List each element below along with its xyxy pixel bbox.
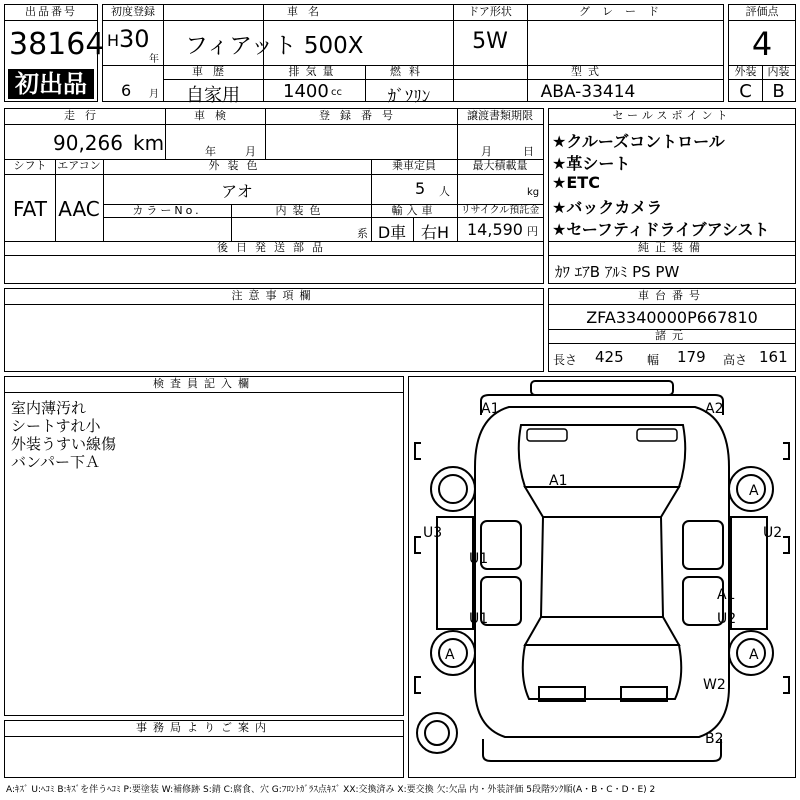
displacement-value: 1400 [283,81,329,102]
int-grade-label: 内装 [767,65,790,78]
displacement-label: 排気量 [288,65,340,78]
damage-mark: B2 [705,731,724,747]
inspection-year-unit: 年 [205,145,216,158]
import-side: 右H [420,223,450,242]
sales-point-item: ★バックカメラ [552,198,663,217]
spec-grid [4,108,544,284]
intcolor-suffix: 系 [357,227,368,240]
first-reg-month: 6 [121,81,132,100]
chassis-number: ZFA3340000P667810 [586,308,758,327]
import-label: 輸入車 [391,204,437,217]
intcolor-label: 内装色 [275,204,327,217]
score-value: 4 [751,25,773,63]
inspector-line: 外装うすい線傷 [11,435,117,453]
grade-label: グレード [579,5,671,18]
equipment-value: ｶﾜ ｴｱB ｱﾙﾐ PS PW [555,263,680,281]
mileage-unit: km [133,131,165,155]
damage-mark: A1 [481,401,500,417]
damage-mark: W2 [703,677,726,693]
legend: A:ｷｽﾞ U:ﾍｺﾐ B:ｷｽﾞを伴うﾍｺﾐ P:要塗装 W:補修跡 S:錆 C:腐食、穴 G:ﾌﾛﾝﾄｶﾞﾗｽ点ｷｽﾞ XX:交換済み X:要交換 欠:欠品 内・外装評価 5段階ﾗﾝｸ順(A・B・C・D・E) 2 [6,785,656,795]
score-label: 評価点 [745,5,779,18]
chassis-label: 車台番号 [638,289,706,302]
import-drive: D車 [377,223,407,242]
inspector-label: 検査員記入欄 [153,377,255,390]
inspector-line: 室内薄汚れ [11,399,87,417]
mileage-label: 走行 [64,109,106,122]
inspector-line: シートすれ小 [11,417,101,435]
shift-value: FAT [12,197,47,221]
int-grade-value: B [772,81,785,102]
length-value: 425 [595,348,624,366]
transfer-day-unit: 日 [523,145,534,158]
model-label: 型式 [571,65,605,78]
sales-points-label: セールスポイント [612,109,732,122]
ext-grade-label: 外装 [734,65,757,78]
history-label: 車歴 [192,65,234,78]
damage-mark: U1 [469,611,489,627]
chassis-box [548,288,796,372]
transfer-label: 譲渡書類期限 [467,109,533,122]
length-label: 長さ [553,353,578,367]
later-parts-label: 後日発送部品 [217,241,331,254]
mileage-value: 90,266 [53,131,123,155]
width-label: 幅 [647,353,660,367]
transfer-month-unit: 月 [481,145,492,158]
office-label: 事務局よりご案内 [136,721,272,734]
shift-label: シフト [13,159,47,172]
color-value: アオ [221,182,253,201]
lot-number: 38164 [9,27,105,62]
capacity-value: 5 [415,179,426,198]
first-reg-year: 30 [119,25,150,53]
door-value: 5W [472,29,508,54]
model-value: ABA-33414 [540,82,636,102]
damage-mark: A [749,483,759,499]
load-unit: kg [527,187,540,198]
color-label: 外装色 [208,159,266,172]
damage-mark: A2 [705,401,724,417]
sales-point-item: ★革シート [552,154,631,173]
regno-label: 登録番号 [319,109,403,122]
first-reg-label: 初度登録 [111,5,155,18]
recycle-value: 14,590 [467,220,523,239]
load-label: 最大積載量 [472,159,528,172]
history-value: 自家用 [186,85,240,106]
height-label: 高さ [723,353,748,367]
ac-label: エアコン [57,159,101,172]
sales-point-item: ★セーフティドライブアシスト [552,220,770,239]
header-grid [102,4,724,107]
inspector-box [4,376,404,716]
sales-points [548,108,796,284]
dims-label: 諸元 [655,329,689,342]
width-value: 179 [677,348,706,366]
colorno-label: カラーNo. [132,204,202,217]
height-value: 161 [759,348,788,366]
car-name: フィアット 500X [185,33,364,59]
score-box [728,4,796,102]
car-outline [409,377,795,777]
ac-value: AAC [58,197,100,221]
sales-point-item: ★ETC [552,173,600,192]
era: H [107,31,120,50]
recycle-label: リサイクル預託金 [460,205,540,216]
damage-mark: U1 [469,551,489,567]
lot-label: 出品番号 [25,5,77,18]
notes-box [4,288,544,372]
damage-mark: U3 [423,525,443,541]
damage-mark: A1 [549,473,568,489]
month-unit: 月 [149,89,159,100]
fuel-value: ｶﾞｿﾘﾝ [387,87,431,107]
notes-label: 注意事項欄 [231,289,317,302]
first-listing-badge: 初出品 [8,69,94,99]
equipment-label: 純正装備 [638,241,706,254]
damage-mark: A [445,647,455,663]
displacement-unit: cc [331,87,342,98]
car-name-label: 車名 [287,5,329,18]
damage-diagram [408,376,796,778]
inspection-month-unit: 月 [245,145,256,158]
capacity-label: 乗車定員 [392,159,436,172]
year-unit: 年 [149,54,159,65]
lot-box [4,4,105,102]
damage-mark: U2 [717,611,737,627]
sales-point-item: ★クルーズコントロール [552,132,725,151]
ext-grade-value: C [739,81,752,102]
damage-mark: U2 [763,525,783,541]
damage-mark: A [749,647,759,663]
door-label: ドア形状 [468,5,512,18]
capacity-unit: 人 [439,185,450,198]
damage-mark: A1 [717,587,736,603]
fuel-label: 燃料 [390,65,428,78]
office-box [4,720,404,778]
inspection-label: 車検 [194,109,236,122]
inspector-line: バンパー下Ａ [11,453,100,471]
recycle-unit: 円 [527,225,538,238]
